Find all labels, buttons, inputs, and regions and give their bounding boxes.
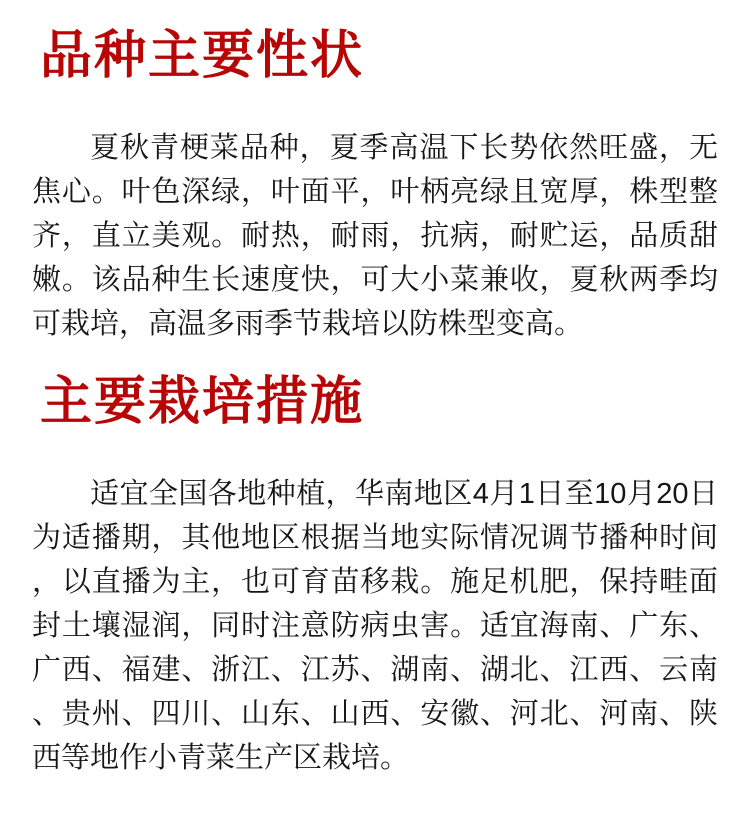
paragraph-line: 、贵州、四川、山东、山西、安徽、河北、河南、陕 bbox=[32, 698, 718, 730]
paragraph-line: ，以直播为主，也可育苗移栽。施足机肥，保持畦面 bbox=[32, 566, 718, 598]
paragraph-line: 可栽培，高温多雨季节栽培以防株型变高。 bbox=[32, 308, 584, 340]
paragraph-line: 封土壤湿润，同时注意防病虫害。适宜海南、广东、 bbox=[32, 610, 718, 642]
paragraph-line: 适宜全国各地种植，华南地区4月1日至10月20日 bbox=[90, 478, 718, 510]
paragraph-line: 夏秋青梗菜品种，夏季高温下长势依然旺盛，无 bbox=[90, 132, 718, 164]
paragraph-line: 广西、福建、浙江、江苏、湖南、湖北、江西、云南 bbox=[32, 654, 718, 686]
variety-traits-paragraph bbox=[32, 126, 718, 346]
paragraph-line: 齐，直立美观。耐热，耐雨，抗病，耐贮运，品质甜 bbox=[32, 220, 718, 252]
section-heading-cultivation-measures: 主要栽培措施 bbox=[40, 371, 365, 432]
cultivation-measures-paragraph bbox=[32, 472, 718, 780]
paragraph-line: 为适播期，其他地区根据当地实际情况调节播种时间 bbox=[32, 522, 718, 554]
section-cultivation-measures bbox=[32, 372, 718, 780]
paragraph-line: 焦心。叶色深绿，叶面平，叶柄亮绿且宽厚，株型整 bbox=[32, 176, 718, 208]
paragraph-line: 西等地作小青菜生产区栽培。 bbox=[32, 742, 410, 774]
section-variety-traits bbox=[32, 26, 718, 346]
paragraph-line: 嫩。该品种生长速度快，可大小菜兼收，夏秋两季均 bbox=[32, 264, 718, 296]
section-heading-variety-traits: 品种主要性状 bbox=[40, 25, 365, 86]
